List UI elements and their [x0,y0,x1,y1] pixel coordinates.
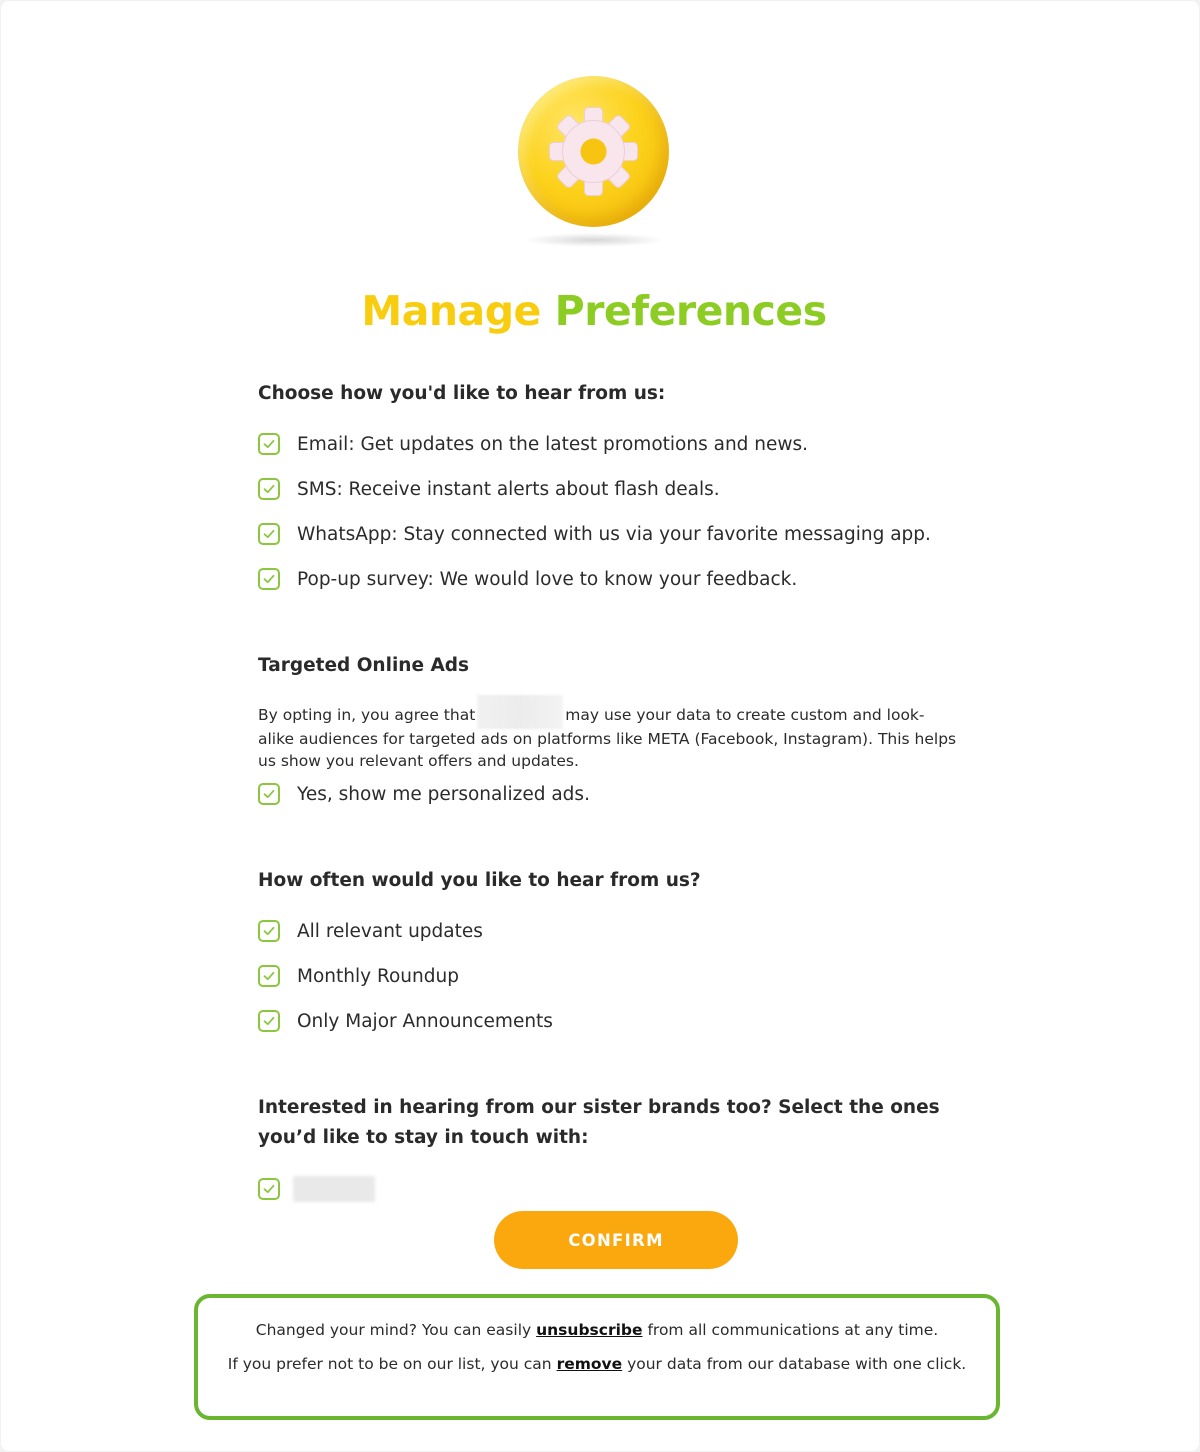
confirm-button[interactable]: CONFIRM [494,1211,738,1269]
gear-icon [518,76,669,227]
remove-text-after: your data from our database with one click. [627,1355,967,1373]
title-word-preferences: Preferences [554,287,827,335]
checkbox-popup-survey[interactable] [258,568,280,590]
unsubscribe-text-before: Changed your mind? You can easily [255,1321,532,1339]
redacted-brand-name [477,695,563,729]
option-label: WhatsApp: Stay connected with us via your favorite messaging app. [297,523,931,545]
option-label: SMS: Receive instant alerts about flash deals. [297,478,720,500]
option-popup-survey[interactable] [258,566,797,592]
option-label: Only Major Announcements [297,1010,553,1032]
option-label: Pop-up survey: We would love to know your feedback. [297,568,798,590]
check-icon [262,437,276,451]
sister-brands-heading: Interested in hearing from our sister brands too? Select the ones you’d like to stay in touch with: [258,1097,940,1148]
checkbox-sister-brand[interactable] [258,1178,280,1200]
ads-heading: Targeted Online Ads [258,655,470,676]
check-icon [262,482,276,496]
preferences-page [1,1,1199,1451]
option-label: Yes, show me personalized ads. [297,783,590,805]
option-sms[interactable] [258,476,720,502]
remove-data-link[interactable]: remove [556,1355,623,1373]
check-icon [262,572,276,586]
unsubscribe-link[interactable]: unsubscribe [536,1321,643,1339]
option-email[interactable] [258,431,808,457]
check-icon [262,527,276,541]
check-icon [262,969,276,983]
option-label: All relevant updates [297,920,483,942]
option-label: Monthly Roundup [297,965,459,987]
unsubscribe-box [194,1294,1000,1420]
option-monthly-roundup[interactable] [258,963,459,989]
ads-description-end: may use your data to create custom and look-alike audiences for targeted ads on platforms like META (Facebook, Instagram). This helps us show you relevant offers and updates. [258,706,957,770]
checkbox-major-announcements[interactable] [258,1010,280,1032]
option-whatsapp[interactable] [258,521,931,547]
checkbox-monthly-roundup[interactable] [258,965,280,987]
unsubscribe-text-after: from all communications at any time. [647,1321,939,1339]
option-all-updates[interactable] [258,918,483,944]
page-title [1,287,1187,335]
title-word-manage: Manage [361,287,541,335]
option-personalized-ads[interactable] [258,781,590,807]
checkbox-whatsapp[interactable] [258,523,280,545]
checkbox-all-updates[interactable] [258,920,280,942]
checkbox-sms[interactable] [258,478,280,500]
check-icon [262,1014,276,1028]
remove-data-text [218,1354,976,1375]
check-icon [262,1182,276,1196]
checkbox-email[interactable] [258,433,280,455]
option-label: Email: Get updates on the latest promotions and news. [297,433,809,455]
check-icon [262,787,276,801]
check-icon [262,924,276,938]
option-sister-brand[interactable] [258,1176,377,1202]
unsubscribe-text [218,1320,976,1341]
ads-description-start: By opting in, you agree that [258,706,476,724]
ads-description [258,695,958,772]
icon-shadow [523,233,665,247]
channels-heading: Choose how you'd like to hear from us: [258,383,666,404]
option-major-announcements[interactable] [258,1008,553,1034]
remove-text-before: If you prefer not to be on our list, you can [227,1355,552,1373]
redacted-sister-brand [293,1176,375,1202]
frequency-heading: How often would you like to hear from us? [258,870,701,891]
checkbox-personalized-ads[interactable] [258,783,280,805]
